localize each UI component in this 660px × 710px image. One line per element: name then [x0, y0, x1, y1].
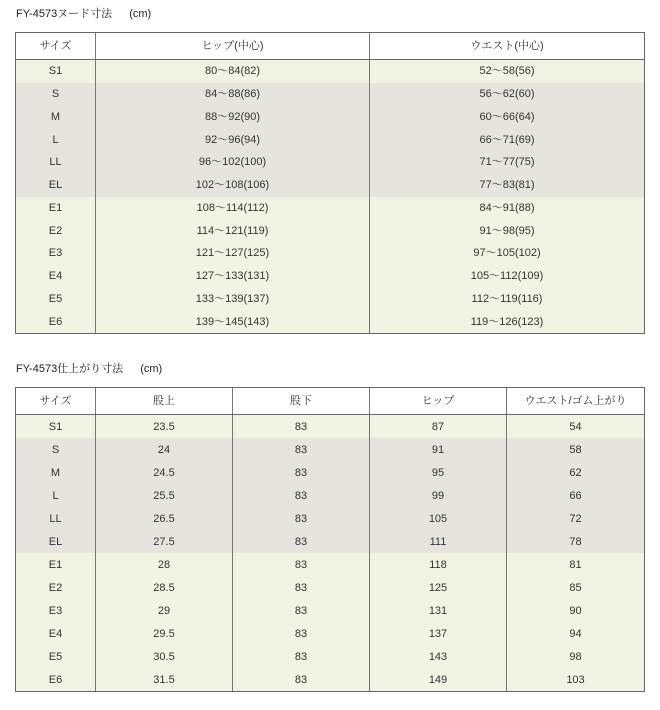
cell-hip: 102～108(106) [95, 174, 369, 197]
cell-hip: 149 [369, 668, 506, 691]
cell-inseam: 83 [232, 622, 369, 645]
cell-size: E2 [48, 581, 63, 594]
cell-size: S1 [48, 65, 63, 78]
cell-size: S1 [48, 420, 63, 433]
header-hip: ヒップ [369, 388, 506, 414]
cell-waist-elastic: 90 [506, 599, 644, 622]
cell-waist: 71～77(75) [369, 151, 644, 174]
finished-size-table [15, 387, 645, 692]
header-size: サイズ [39, 395, 72, 407]
cell-waist-elastic: 72 [506, 507, 644, 530]
finished-size-title-text: FY-4573仕上がり寸法 [16, 363, 124, 375]
table-row [16, 219, 644, 242]
table-row [16, 310, 644, 333]
cell-hip: 143 [369, 645, 506, 668]
cell-size: E3 [48, 247, 63, 260]
finished-size-unit: (cm) [140, 363, 163, 375]
table-row [16, 599, 644, 622]
cell-waist-elastic: 103 [506, 668, 644, 691]
table-row [16, 668, 644, 691]
cell-rise: 24 [95, 438, 232, 461]
cell-size: E6 [48, 673, 63, 686]
cell-hip: 131 [369, 599, 506, 622]
cell-size: E5 [48, 292, 63, 305]
cell-waist: 84～91(88) [369, 197, 644, 220]
table-row [16, 484, 644, 507]
cell-inseam: 83 [232, 599, 369, 622]
cell-waist: 91～98(95) [369, 219, 644, 242]
table-row [16, 106, 644, 129]
cell-inseam: 83 [232, 645, 369, 668]
cell-hip: 96～102(100) [95, 151, 369, 174]
cell-waist: 77～83(81) [369, 174, 644, 197]
table-row [16, 151, 644, 174]
cell-rise: 24.5 [95, 461, 232, 484]
cell-waist-elastic: 81 [506, 553, 644, 576]
cell-waist: 105～112(109) [369, 265, 644, 288]
cell-size: LL [49, 512, 62, 525]
cell-waist: 52～58(56) [369, 60, 644, 83]
table-row [16, 461, 644, 484]
cell-size: E6 [48, 315, 63, 328]
table-row [16, 83, 644, 106]
cell-size: E5 [48, 650, 63, 663]
cell-waist: 60～66(64) [369, 106, 644, 129]
cell-size: E3 [48, 604, 63, 617]
cell-hip: 121～127(125) [95, 242, 369, 265]
table-row [16, 645, 644, 668]
cell-size: S [51, 88, 60, 101]
cell-size: M [50, 110, 61, 123]
cell-waist-elastic: 85 [506, 576, 644, 599]
table-row [16, 415, 644, 438]
cell-inseam: 83 [232, 484, 369, 507]
cell-waist-elastic: 54 [506, 415, 644, 438]
cell-hip: 105 [369, 507, 506, 530]
header-row [16, 388, 644, 415]
cell-rise: 27.5 [95, 530, 232, 553]
cell-hip: 108～114(112) [95, 197, 369, 220]
cell-waist: 112～119(116) [369, 288, 644, 311]
cell-waist-elastic: 66 [506, 484, 644, 507]
table-row [16, 60, 644, 83]
cell-size: LL [49, 156, 62, 169]
cell-rise: 26.5 [95, 507, 232, 530]
table-row [16, 576, 644, 599]
cell-size: E1 [48, 558, 63, 571]
cell-rise: 28.5 [95, 576, 232, 599]
finished-size-title [16, 363, 162, 375]
header-row [16, 33, 644, 60]
cell-hip: 139～145(143) [95, 310, 369, 333]
cell-hip: 114～121(119) [95, 219, 369, 242]
table-row [16, 622, 644, 645]
cell-hip: 80～84(82) [95, 60, 369, 83]
cell-hip: 87 [369, 415, 506, 438]
header-waist-elastic: ウエスト/ゴム上がり [506, 388, 644, 414]
table-row [16, 530, 644, 553]
header-size: サイズ [39, 40, 72, 52]
cell-rise: 29.5 [95, 622, 232, 645]
table-row [16, 197, 644, 220]
cell-waist: 66～71(69) [369, 128, 644, 151]
cell-waist: 56～62(60) [369, 83, 644, 106]
cell-hip: 92～96(94) [95, 128, 369, 151]
cell-hip: 125 [369, 576, 506, 599]
table-row [16, 242, 644, 265]
nude-size-title-text: FY-4573ヌード寸法 [16, 8, 113, 20]
cell-rise: 31.5 [95, 668, 232, 691]
cell-waist: 119～126(123) [369, 310, 644, 333]
cell-rise: 23.5 [95, 415, 232, 438]
header-hip: ヒップ(中心) [95, 33, 369, 59]
cell-waist: 97～105(102) [369, 242, 644, 265]
cell-inseam: 83 [232, 576, 369, 599]
cell-waist-elastic: 98 [506, 645, 644, 668]
cell-inseam: 83 [232, 461, 369, 484]
table-row [16, 507, 644, 530]
nude-size-unit: (cm) [129, 8, 152, 20]
cell-rise: 29 [95, 599, 232, 622]
cell-inseam: 83 [232, 553, 369, 576]
cell-size: E1 [48, 201, 63, 214]
table-row [16, 174, 644, 197]
cell-hip: 99 [369, 484, 506, 507]
cell-rise: 30.5 [95, 645, 232, 668]
cell-waist-elastic: 62 [506, 461, 644, 484]
cell-waist-elastic: 94 [506, 622, 644, 645]
header-rise: 股上 [95, 388, 232, 414]
cell-hip: 95 [369, 461, 506, 484]
cell-size: M [50, 466, 61, 479]
cell-waist-elastic: 58 [506, 438, 644, 461]
cell-hip: 133～139(137) [95, 288, 369, 311]
cell-rise: 28 [95, 553, 232, 576]
cell-size: EL [48, 179, 63, 192]
cell-inseam: 83 [232, 415, 369, 438]
cell-inseam: 83 [232, 507, 369, 530]
header-waist: ウエスト(中心) [369, 33, 644, 59]
table-row [16, 128, 644, 151]
cell-inseam: 83 [232, 438, 369, 461]
cell-hip: 88～92(90) [95, 106, 369, 129]
cell-inseam: 83 [232, 530, 369, 553]
cell-size: E4 [48, 270, 63, 283]
cell-waist-elastic: 78 [506, 530, 644, 553]
cell-hip: 111 [369, 530, 506, 553]
cell-hip: 127～133(131) [95, 265, 369, 288]
cell-size: S [51, 443, 60, 456]
cell-size: E4 [48, 627, 63, 640]
cell-hip: 137 [369, 622, 506, 645]
nude-size-title [16, 8, 151, 20]
nude-size-table [15, 32, 645, 334]
cell-hip: 118 [369, 553, 506, 576]
cell-hip: 84～88(86) [95, 83, 369, 106]
cell-rise: 25.5 [95, 484, 232, 507]
cell-size: L [52, 489, 59, 502]
cell-size: E2 [48, 224, 63, 237]
table-row [16, 265, 644, 288]
table-row [16, 438, 644, 461]
table-row [16, 553, 644, 576]
header-inseam: 股下 [232, 388, 369, 414]
cell-inseam: 83 [232, 668, 369, 691]
cell-size: L [52, 133, 59, 146]
cell-hip: 91 [369, 438, 506, 461]
table-row [16, 288, 644, 311]
cell-size: EL [48, 535, 63, 548]
